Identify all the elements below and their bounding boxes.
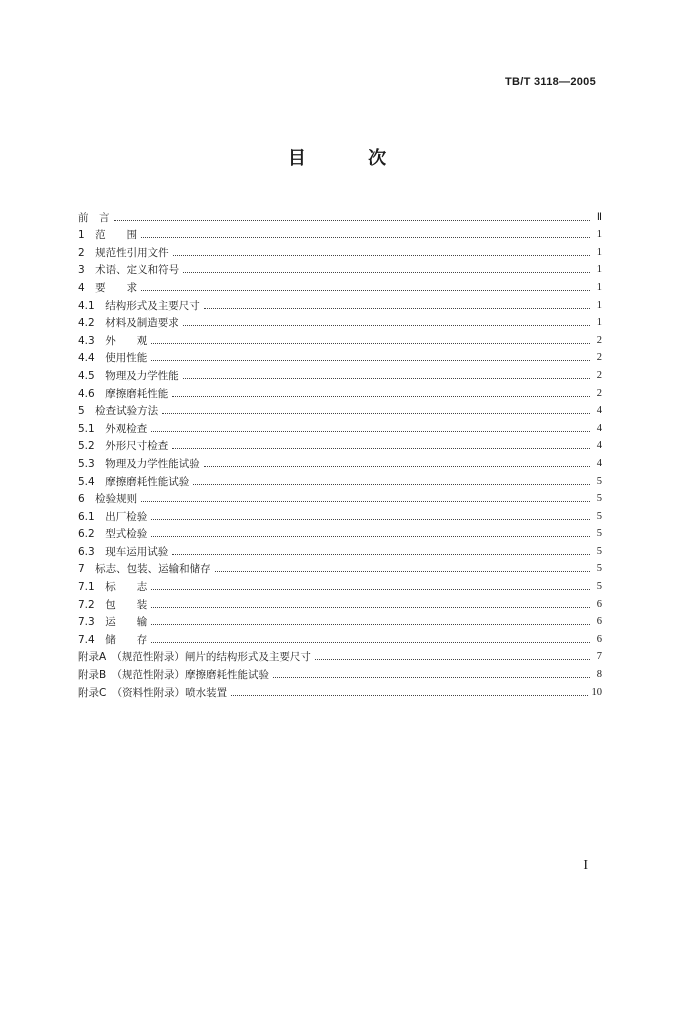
toc-entry[interactable] — [78, 206, 602, 224]
toc-entry-page: 5 — [596, 563, 602, 575]
toc-entry-label: 4 要 求 — [78, 281, 138, 294]
toc-entry[interactable] — [78, 417, 602, 435]
toc-entry[interactable] — [78, 294, 602, 312]
toc-entry-label: 7.2 包 装 — [78, 598, 148, 611]
toc-entry[interactable] — [78, 452, 602, 470]
toc-entry[interactable] — [78, 400, 602, 418]
toc-entry[interactable] — [78, 347, 602, 365]
toc-dot-leader — [151, 607, 590, 608]
toc-entry-page: 5 — [596, 581, 602, 593]
toc-dot-leader — [172, 396, 590, 397]
toc-entry-page: 1 — [596, 317, 602, 329]
toc-dot-leader — [273, 677, 590, 678]
toc-entry[interactable] — [78, 628, 602, 646]
toc-entry-label: 4.6 摩擦磨耗性能 — [78, 387, 169, 400]
toc-entry-label: 7 标志、包装、运输和储存 — [78, 563, 211, 576]
toc-dot-leader — [151, 343, 590, 344]
toc-entry-label: 5.4 摩擦磨耗性能试验 — [78, 475, 190, 488]
toc-entry-page: 1 — [596, 281, 602, 293]
toc-entry[interactable] — [78, 488, 602, 506]
toc-entry-label: 附录B （规范性附录）摩擦磨耗性能试验 — [78, 669, 269, 682]
toc-entry-label: 6.1 出厂检验 — [78, 510, 148, 523]
toc-entry-label: 前 言 — [78, 211, 110, 224]
toc-dot-leader — [315, 659, 590, 660]
toc-dot-leader — [151, 431, 590, 432]
toc-entry[interactable] — [78, 224, 602, 242]
toc-entry[interactable] — [78, 575, 602, 593]
toc-dot-leader — [151, 624, 590, 625]
toc-dot-leader — [151, 536, 590, 537]
toc-entry-page: 6 — [596, 633, 602, 645]
toc-dot-leader — [231, 695, 587, 696]
toc-entry-label: 1 范 围 — [78, 229, 138, 242]
toc-entry[interactable] — [78, 593, 602, 611]
toc-entry-page: 4 — [596, 457, 602, 469]
page-title: 目 次 — [287, 148, 415, 169]
toc-entry-label: 5.3 物理及力学性能试验 — [78, 457, 200, 470]
toc-dot-leader — [183, 378, 590, 379]
toc-entry-label: 4.5 物理及力学性能 — [78, 369, 179, 382]
toc-entry[interactable] — [78, 329, 602, 347]
toc-entry-label: 6 检验规则 — [78, 493, 138, 506]
toc-entry-label: 4.2 材料及制造要求 — [78, 317, 179, 330]
toc-dot-leader — [151, 589, 590, 590]
toc-entry-page: 5 — [596, 528, 602, 540]
toc-entry-page: 2 — [596, 387, 602, 399]
toc-entry[interactable] — [78, 435, 602, 453]
table-of-contents — [78, 206, 602, 699]
toc-entry[interactable] — [78, 382, 602, 400]
toc-dot-leader — [141, 237, 590, 238]
toc-entry[interactable] — [78, 505, 602, 523]
toc-entry-label: 5.1 外观检查 — [78, 422, 148, 435]
toc-entry-page: 1 — [596, 299, 602, 311]
toc-entry-page: 2 — [596, 334, 602, 346]
toc-dot-leader — [151, 642, 590, 643]
toc-entry[interactable] — [78, 540, 602, 558]
toc-entry-page: 7 — [596, 651, 602, 663]
toc-entry-page: 4 — [596, 440, 602, 452]
toc-entry[interactable] — [78, 523, 602, 541]
toc-entry-label: 5.2 外形尺寸检查 — [78, 440, 169, 453]
toc-dot-leader — [204, 308, 590, 309]
toc-dot-leader — [151, 519, 590, 520]
toc-entry-label: 7.4 储 存 — [78, 633, 148, 646]
toc-entry-label: 4.1 结构形式及主要尺寸 — [78, 299, 200, 312]
toc-entry-page: 2 — [596, 369, 602, 381]
toc-entry-page: Ⅱ — [596, 211, 602, 223]
toc-entry-label: 附录A （规范性附录）闸片的结构形式及主要尺寸 — [78, 651, 311, 664]
toc-entry[interactable] — [78, 276, 602, 294]
toc-dot-leader — [183, 272, 590, 273]
toc-entry-page: 6 — [596, 616, 602, 628]
toc-entry[interactable] — [78, 663, 602, 681]
toc-entry-page: 5 — [596, 493, 602, 505]
toc-entry[interactable] — [78, 312, 602, 330]
toc-entry[interactable] — [78, 364, 602, 382]
toc-dot-leader — [151, 360, 590, 361]
toc-entry-page: 5 — [596, 545, 602, 557]
toc-entry-page: 1 — [596, 246, 602, 258]
toc-dot-leader — [141, 290, 590, 291]
toc-entry-label: 2 规范性引用文件 — [78, 246, 169, 259]
toc-entry[interactable] — [78, 470, 602, 488]
toc-dot-leader — [162, 413, 590, 414]
toc-entry-label: 6.3 现车运用试验 — [78, 545, 169, 558]
toc-entry-page: 5 — [596, 475, 602, 487]
toc-entry-page: 1 — [596, 264, 602, 276]
toc-dot-leader — [193, 484, 590, 485]
toc-entry-page: 10 — [591, 686, 602, 698]
toc-entry-page: 2 — [596, 352, 602, 364]
toc-entry-label: 附录C （资料性附录）喷水装置 — [78, 686, 228, 699]
toc-entry[interactable] — [78, 611, 602, 629]
toc-dot-leader — [172, 448, 590, 449]
toc-entry[interactable] — [78, 681, 602, 699]
toc-entry-label: 7.3 运 输 — [78, 616, 148, 629]
toc-entry-label: 3 术语、定义和符号 — [78, 264, 180, 277]
toc-entry-page: 1 — [596, 229, 602, 241]
toc-entry[interactable] — [78, 241, 602, 259]
toc-dot-leader — [114, 220, 591, 221]
toc-entry[interactable] — [78, 259, 602, 277]
toc-entry-page: 8 — [596, 669, 602, 681]
toc-dot-leader — [215, 571, 590, 572]
toc-entry-page: 4 — [596, 422, 602, 434]
toc-entry-label: 4.3 外 观 — [78, 334, 148, 347]
standard-number: TB/T 3118—2005 — [504, 76, 596, 88]
toc-entry-label: 5 检查试验方法 — [78, 405, 159, 418]
page-number: I — [583, 858, 588, 873]
toc-entry-label: 6.2 型式检验 — [78, 528, 148, 541]
toc-entry-page: 5 — [596, 510, 602, 522]
toc-entry-label: 4.4 使用性能 — [78, 352, 148, 365]
toc-dot-leader — [172, 554, 590, 555]
toc-dot-leader — [183, 325, 590, 326]
toc-entry-label: 7.1 标 志 — [78, 581, 148, 594]
toc-dot-leader — [141, 501, 590, 502]
toc-dot-leader — [204, 466, 590, 467]
toc-entry-page: 4 — [596, 405, 602, 417]
toc-entry[interactable] — [78, 646, 602, 664]
toc-entry-page: 6 — [596, 598, 602, 610]
toc-dot-leader — [173, 255, 590, 256]
toc-entry[interactable] — [78, 558, 602, 576]
